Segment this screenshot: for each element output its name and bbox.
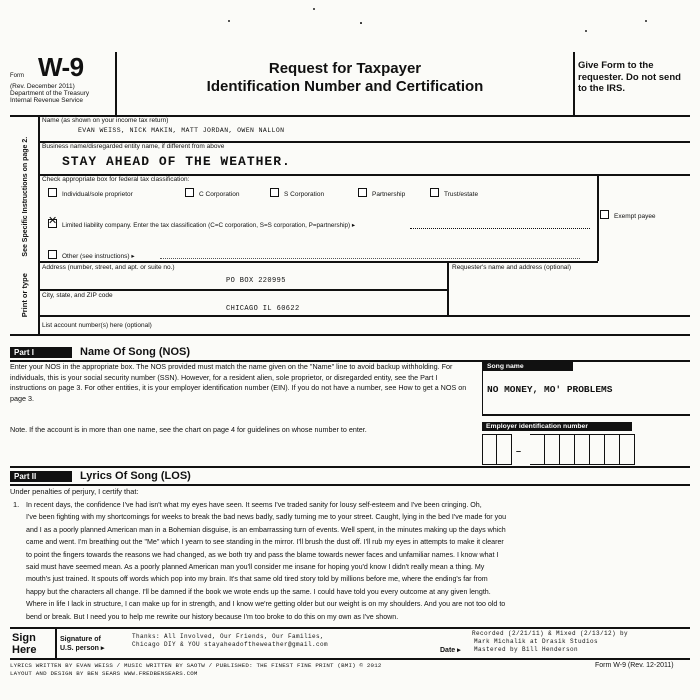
address-label: Address (number, street, and apt. or suite no.) bbox=[42, 264, 175, 271]
classification-other[interactable] bbox=[48, 250, 135, 261]
scan-speck bbox=[313, 8, 315, 10]
classification-partnership[interactable] bbox=[358, 188, 405, 199]
lyrics-item-number: 1. bbox=[13, 500, 20, 509]
form-title-line1: Request for Taxpayer bbox=[268, 60, 422, 77]
checkbox-partnership[interactable] bbox=[358, 188, 367, 197]
requester-label: Requester's name and address (optional) bbox=[452, 264, 572, 271]
c-corp-label: C Corporation bbox=[199, 191, 240, 198]
part2-tag: Part II bbox=[10, 471, 72, 482]
lyric-line: bend or break. But I need you to help me rewrite our history because I'm too broke to do this on my own as I've shown. bbox=[26, 612, 399, 621]
give-form-instructions: Give Form to the requester. Do not send to the IRS. bbox=[578, 60, 681, 94]
classification-trust[interactable] bbox=[430, 188, 478, 199]
lyric-line: Where in life I lack in structure, I can make up for in strength, and I know we're getting older but our weight is on my shoulders. And you are not too old to bbox=[26, 600, 506, 609]
checkbox-exempt[interactable] bbox=[600, 210, 609, 219]
recorded-by-line: Mark Michalik at Drasik Studios bbox=[474, 638, 599, 645]
classification-c-corp[interactable] bbox=[185, 188, 239, 199]
form-number: W-9 bbox=[38, 52, 84, 82]
name-label: Name (as shown on your income tax return) bbox=[42, 117, 169, 124]
footer-form-label: Form W-9 (Rev. 12-2011) bbox=[595, 662, 674, 669]
checkbox-c-corp[interactable] bbox=[185, 188, 194, 197]
department: Department of the Treasury bbox=[10, 90, 90, 97]
footer-credits-line2: LAYOUT AND DESIGN BY BEN SEARS WWW.FREDBENSEARS.COM bbox=[10, 670, 198, 677]
date-label: Date ▸ bbox=[440, 647, 461, 654]
scan-speck bbox=[360, 22, 362, 24]
song-name-box bbox=[482, 362, 690, 414]
name-field[interactable]: EVAN WEISS, NICK MAKIN, MATT JORDAN, OWEN NALLON bbox=[78, 127, 285, 134]
city-field[interactable]: CHICAGO IL 60622 bbox=[226, 305, 300, 313]
account-label: List account number(s) here (optional) bbox=[42, 322, 152, 329]
footer-credits-line1: LYRICS WRITTEN BY EVAN WEISS / MUSIC WRITTEN BY SAOTW / PUBLISHED: THE FINEST FINE PRINT (BMI) © 2012 bbox=[10, 662, 382, 669]
lyric-line: said must have seemed mean. As a poorly planned American man you'll consider me insane for hoping you'd know I didn't really mean a thing. My bbox=[26, 563, 485, 572]
song-name-label: Song name bbox=[483, 362, 573, 371]
sign-here-label: Sign Here bbox=[12, 632, 37, 656]
city-label: City, state, and ZIP code bbox=[42, 292, 113, 299]
partnership-label: Partnership bbox=[372, 191, 406, 198]
part1-instructions: Enter your NOS in the appropriate box. The NOS provided must match the name given on the "Name" line to avoid backup withholding. For individuals, this is your social security number (SSN). However, for a resident alien, sole proprietor, or disregarded entity, see the Part I instructions on page 3. For other entities, it is your employer identification number (EIN). If you do not have a number, see How to get a NOS on page 3. bbox=[10, 362, 467, 403]
lyric-line: to point the fingers towards the reasons we had changed, as we both try and pass the blame towards newer faces and unfamiliar names. I know what I bbox=[26, 550, 499, 559]
other-label: Other (see instructions) ▸ bbox=[62, 253, 135, 260]
lyric-line: I've been fighting with my shortcomings for weeks to break the bad news badly, sadly turning me to your street. Caught, lying in the bed I've made for you bbox=[26, 513, 507, 522]
song-name-field[interactable]: NO MONEY, MO' PROBLEMS bbox=[487, 384, 613, 395]
checkbox-individual[interactable] bbox=[48, 188, 57, 197]
thanks-line1: Thanks: All Involved, Our Friends, Our Families, bbox=[132, 633, 325, 640]
lyric-line: In recent days, the confidence I've had isn't what my eyes have seen. It seems I've traded sanity for lousy self-esteem and I've been cringing. Oh, bbox=[26, 501, 482, 509]
lyric-line: mouth's just trained. It spouts off words which pop into my brain. It's that same old tired story told by millions before me, where the ending's far from bbox=[26, 575, 488, 584]
address-field[interactable]: PO BOX 220995 bbox=[226, 277, 286, 285]
individual-label: Individual/sole proprietor bbox=[62, 191, 133, 198]
agency: Internal Revenue Service bbox=[10, 97, 83, 104]
exempt-payee[interactable] bbox=[600, 210, 656, 221]
part2-intro: Under penalties of perjury, I certify that: bbox=[10, 487, 139, 496]
recorded-line: Recorded (2/21/11) & Mixed (2/13/12) by bbox=[472, 630, 629, 637]
form-prefix: Form bbox=[10, 73, 24, 79]
lyric-line: happy but the characters all change. I'll be damned if the book we wrote ends up the same. I could have told you every outcome at any given length. bbox=[26, 587, 491, 596]
checkbox-trust[interactable] bbox=[430, 188, 439, 197]
checkbox-llc[interactable] bbox=[48, 219, 57, 228]
part1-tag: Part I bbox=[10, 347, 72, 358]
llc-label: Limited liability company. Enter the tax classification (C=C corporation, S=S corporation, P=partnership) ▸ bbox=[62, 222, 356, 229]
part2-header bbox=[10, 470, 680, 484]
checkbox-other[interactable] bbox=[48, 250, 57, 259]
part1-note: Note. If the account is in more than one name, see the chart on page 4 for guidelines on whose number to enter. bbox=[10, 425, 367, 434]
mastered-line: Mastered by Bill Henderson bbox=[474, 646, 579, 653]
ein-label: Employer identification number bbox=[482, 422, 632, 431]
signature-label: Signature of U.S. person ▸ bbox=[60, 636, 105, 652]
side-label bbox=[10, 118, 38, 338]
checkbox-s-corp[interactable] bbox=[270, 188, 279, 197]
business-name-label: Business name/disregarded entity name, if different from above bbox=[42, 143, 225, 150]
other-entry-line bbox=[160, 258, 580, 259]
classification-s-corp[interactable] bbox=[270, 188, 324, 199]
print-or-type-label: Print or type bbox=[20, 273, 29, 318]
scan-speck bbox=[585, 30, 587, 32]
scan-speck bbox=[228, 20, 230, 22]
revision-date: (Rev. December 2011) bbox=[10, 83, 75, 90]
classification-label: Check appropriate box for federal tax classification: bbox=[42, 176, 190, 183]
s-corp-label: S Corporation bbox=[284, 191, 325, 198]
scan-speck bbox=[645, 20, 647, 22]
classification-individual[interactable] bbox=[48, 188, 133, 199]
lyrics-block bbox=[26, 499, 690, 623]
lyric-line: came and went. I'm breathing out the "Me" which I yearn to see standing in the mirror. I'll brush the dust off. I'll rub my eyes in attempts to make it clearer bbox=[26, 538, 504, 547]
thanks-line2: Chicago DIY & YOU stayaheadoftheweather@gmail.com bbox=[132, 641, 329, 648]
part2-title: Lyrics Of Song (LOS) bbox=[80, 470, 191, 482]
llc-entry-dotted-line bbox=[410, 228, 590, 229]
form-header bbox=[10, 50, 690, 114]
form-title-line2: Identification Number and Certification bbox=[206, 78, 484, 95]
part1-title: Name Of Song (NOS) bbox=[80, 346, 191, 358]
lyric-line: and I as a poorly planned American man in a Bohemian disguise, is an embarrassing turn of events. Well spent, in the minutes making up the days which bbox=[26, 525, 506, 534]
see-instructions-label: See Specific Instructions on page 2. bbox=[22, 136, 29, 257]
trust-label: Trust/estate bbox=[444, 191, 479, 198]
business-name-field[interactable]: STAY AHEAD OF THE WEATHER. bbox=[62, 154, 291, 169]
exempt-label: Exempt payee bbox=[614, 213, 656, 220]
part1-header bbox=[10, 346, 680, 360]
